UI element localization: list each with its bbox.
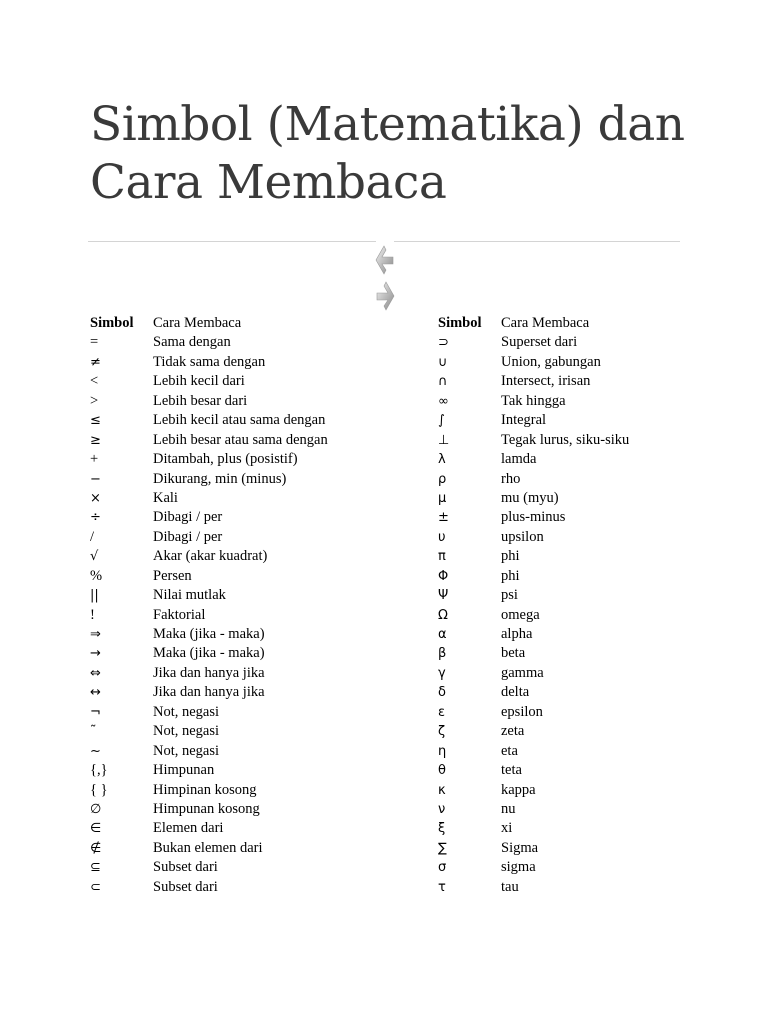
table-row (438, 664, 738, 683)
symbols-table-left (90, 314, 390, 897)
reading-cell: Subset dari (153, 859, 218, 876)
symbol-cell: β (438, 646, 447, 662)
table-row (90, 470, 390, 489)
table-row (90, 431, 390, 450)
reading-cell: Integral (501, 412, 547, 429)
table-row (438, 372, 738, 391)
symbol-cell: ~ (90, 743, 101, 759)
symbol-cell: μ (438, 490, 447, 506)
symbol-cell: ≥ (90, 432, 101, 448)
reading-cell: Persen (153, 567, 192, 584)
symbol-cell: λ (438, 452, 446, 468)
reading-cell: Lebih besar dari (153, 392, 248, 409)
table-row (90, 683, 390, 702)
reading-cell: xi (501, 820, 513, 837)
reading-cell: eta (501, 742, 518, 759)
table-row (438, 489, 738, 508)
symbol-cell: {,} (90, 762, 108, 779)
reading-cell: Himpunan (153, 762, 215, 779)
table-row (438, 547, 738, 566)
table-header (90, 314, 390, 333)
reading-cell: Union, gabungan (501, 353, 601, 370)
reading-cell: Jika dan hanya jika (153, 664, 265, 681)
symbol-cell: = (90, 334, 99, 351)
table-row (90, 819, 390, 838)
table-row (90, 606, 390, 625)
reading-cell: Himpinan kosong (153, 781, 257, 798)
reading-cell: Bukan elemen dari (153, 839, 263, 856)
reading-cell: kappa (501, 781, 536, 798)
table-row (90, 586, 390, 605)
table-row (438, 528, 738, 547)
table-row (438, 333, 738, 352)
table-row (90, 858, 390, 877)
reading-cell: mu (myu) (501, 489, 559, 506)
reading-cell: phi (501, 548, 520, 565)
header-symbol: Simbol (90, 315, 134, 331)
reading-cell: Subset dari (153, 878, 218, 895)
symbol-cell: √ (90, 549, 99, 565)
symbol-cell: + (90, 451, 99, 468)
symbol-cell: { } (90, 781, 108, 798)
symbol-cell: < (90, 373, 99, 390)
symbol-cell: σ (438, 860, 447, 876)
reading-cell: Superset dari (501, 334, 578, 351)
symbol-cell: ε (438, 704, 446, 720)
table-row (438, 392, 738, 411)
reading-cell: Elemen dari (153, 820, 224, 837)
page-title: Simbol (Matematika) dan Cara Membaca (90, 97, 685, 210)
table-row (90, 800, 390, 819)
table-row (438, 586, 738, 605)
symbol-cell: υ (438, 529, 446, 545)
table-row (438, 781, 738, 800)
symbol-cell: − (90, 471, 101, 487)
reading-cell: Kali (153, 489, 178, 506)
table-row (90, 742, 390, 761)
reading-cell: Not, negasi (153, 723, 220, 740)
table-row (90, 489, 390, 508)
table-row (438, 644, 738, 663)
reading-cell: Himpunan kosong (153, 800, 260, 817)
symbol-cell: α (438, 627, 447, 642)
table-row (438, 606, 738, 625)
symbols-table-right (438, 314, 738, 897)
reading-cell: zeta (501, 723, 525, 740)
reading-cell: Sama dengan (153, 334, 231, 351)
symbol-cell: % (90, 567, 103, 584)
symbol-cell: κ (438, 782, 446, 798)
divider-right (394, 241, 680, 242)
table-row (438, 722, 738, 741)
table-row (438, 742, 738, 761)
symbol-cell: π (438, 549, 446, 565)
reading-cell: Not, negasi (153, 742, 220, 759)
reading-cell: Not, negasi (153, 703, 220, 720)
reading-cell: Faktorial (153, 606, 206, 623)
table-row (438, 878, 738, 897)
header-reading: Cara Membaca (501, 315, 590, 331)
symbol-cell: → (90, 646, 101, 662)
symbol-cell: ↔ (90, 685, 101, 701)
table-row (90, 333, 390, 352)
symbol-cell: ⊃ (438, 335, 449, 351)
symbol-cell: Ω (438, 607, 448, 623)
table-row (90, 392, 390, 411)
reading-cell: psi (501, 587, 518, 604)
reading-cell: delta (501, 684, 530, 701)
table-row (438, 858, 738, 877)
table-row (438, 800, 738, 819)
table-row (438, 819, 738, 838)
symbol-cell: ζ (438, 724, 446, 740)
symbol-cell: Ψ (438, 588, 449, 604)
reading-cell: phi (501, 567, 520, 584)
divider-left (88, 241, 376, 242)
table-row (438, 567, 738, 586)
table-row (90, 761, 390, 780)
reading-cell: alpha (501, 626, 533, 642)
symbol-cell: Φ (438, 568, 449, 584)
symbol-cell: ÷ (90, 510, 101, 526)
reading-cell: Tidak sama dengan (153, 353, 266, 370)
reading-cell: Ditambah, plus (posistif) (153, 451, 298, 468)
table-row (90, 839, 390, 858)
table-row (438, 683, 738, 702)
table-row (90, 625, 390, 644)
symbol-cell: × (90, 490, 101, 506)
header-reading: Cara Membaca (153, 315, 242, 331)
symbol-cell: ∑ (438, 840, 447, 856)
table-row (90, 353, 390, 372)
symbol-cell: ⊂ (90, 879, 101, 895)
reading-cell: Intersect, irisan (501, 373, 591, 390)
reading-cell: Dibagi / per (153, 509, 223, 526)
symbol-cell: τ (438, 879, 446, 895)
table-header (438, 314, 738, 333)
table-row (90, 781, 390, 800)
reading-cell: Maka (jika - maka) (153, 626, 265, 642)
arrows-ornament-icon (370, 240, 400, 318)
symbol-cell: || (90, 588, 99, 604)
symbol-cell: ∫ (438, 413, 445, 429)
table-row (90, 372, 390, 391)
table-row (90, 528, 390, 547)
symbol-cell: ξ (438, 821, 446, 837)
reading-cell: tau (501, 878, 519, 895)
table-row (90, 547, 390, 566)
reading-cell: lamda (501, 451, 537, 468)
reading-cell: Jika dan hanya jika (153, 684, 265, 701)
reading-cell: Nilai mutlak (153, 587, 226, 604)
reading-cell: Lebih kecil atau sama dengan (153, 412, 326, 429)
table-row (438, 508, 738, 527)
symbol-cell: / (90, 528, 95, 545)
symbol-cell: ≠ (90, 354, 101, 370)
symbol-cell: > (90, 392, 99, 409)
reading-cell: nu (501, 800, 516, 817)
table-row (438, 625, 738, 644)
symbol-cell: ⇒ (90, 627, 101, 642)
header-symbol: Simbol (438, 315, 482, 331)
table-row (90, 722, 390, 741)
table-row (90, 508, 390, 527)
symbol-cell: ! (90, 606, 95, 623)
reading-cell: sigma (501, 859, 536, 876)
symbol-cell: δ (438, 685, 446, 701)
table-row (90, 878, 390, 897)
reading-cell: Lebih kecil dari (153, 373, 245, 390)
reading-cell: Tak hingga (501, 392, 566, 409)
reading-cell: Maka (jika - maka) (153, 645, 265, 662)
symbol-cell: ⊥ (438, 432, 450, 448)
reading-cell: Dikurang, min (minus) (153, 470, 287, 487)
reading-cell: upsilon (501, 528, 544, 545)
table-row (438, 470, 738, 489)
symbol-cell: ¬ (90, 704, 101, 720)
symbol-cell: ⇔ (90, 665, 101, 681)
symbol-cell: ∪ (438, 354, 448, 370)
reading-cell: plus-minus (501, 509, 566, 526)
symbol-cell: ρ (438, 471, 447, 487)
table-row (438, 431, 738, 450)
table-body-right (438, 333, 738, 897)
symbol-cell: ∩ (438, 374, 448, 390)
reading-cell: Lebih besar atau sama dengan (153, 431, 328, 448)
symbol-cell: ∉ (90, 840, 102, 856)
reading-cell: Sigma (501, 839, 539, 856)
symbol-cell: ≤ (90, 413, 101, 429)
symbol-cell: γ (438, 665, 446, 681)
table-row (90, 450, 390, 469)
symbol-cell: ∈ (90, 821, 102, 837)
reading-cell: beta (501, 645, 526, 662)
symbol-cell: ± (438, 510, 449, 526)
table-row (90, 411, 390, 430)
reading-cell: Tegak lurus, siku-siku (501, 431, 630, 448)
table-row (438, 353, 738, 372)
symbol-cell: η (438, 743, 447, 759)
reading-cell: epsilon (501, 703, 543, 720)
table-row (438, 761, 738, 780)
symbol-cell: ν (438, 801, 446, 817)
table-row (438, 411, 738, 430)
reading-cell: omega (501, 606, 540, 623)
symbol-cell: ∅ (90, 801, 102, 817)
reading-cell: teta (501, 762, 522, 779)
reading-cell: rho (501, 470, 521, 487)
symbol-cell: θ (438, 763, 446, 779)
table-row (438, 839, 738, 858)
table-row (438, 703, 738, 722)
table-body-left (90, 333, 390, 897)
symbol-cell: ˜ (90, 724, 97, 740)
symbol-cell: ∞ (438, 393, 449, 409)
table-row (90, 703, 390, 722)
table-row (438, 450, 738, 469)
table-row (90, 644, 390, 663)
reading-cell: gamma (501, 664, 544, 681)
table-row (90, 664, 390, 683)
table-row (90, 567, 390, 586)
reading-cell: Dibagi / per (153, 528, 223, 545)
reading-cell: Akar (akar kuadrat) (153, 548, 268, 565)
symbol-cell: ⊆ (90, 860, 101, 876)
